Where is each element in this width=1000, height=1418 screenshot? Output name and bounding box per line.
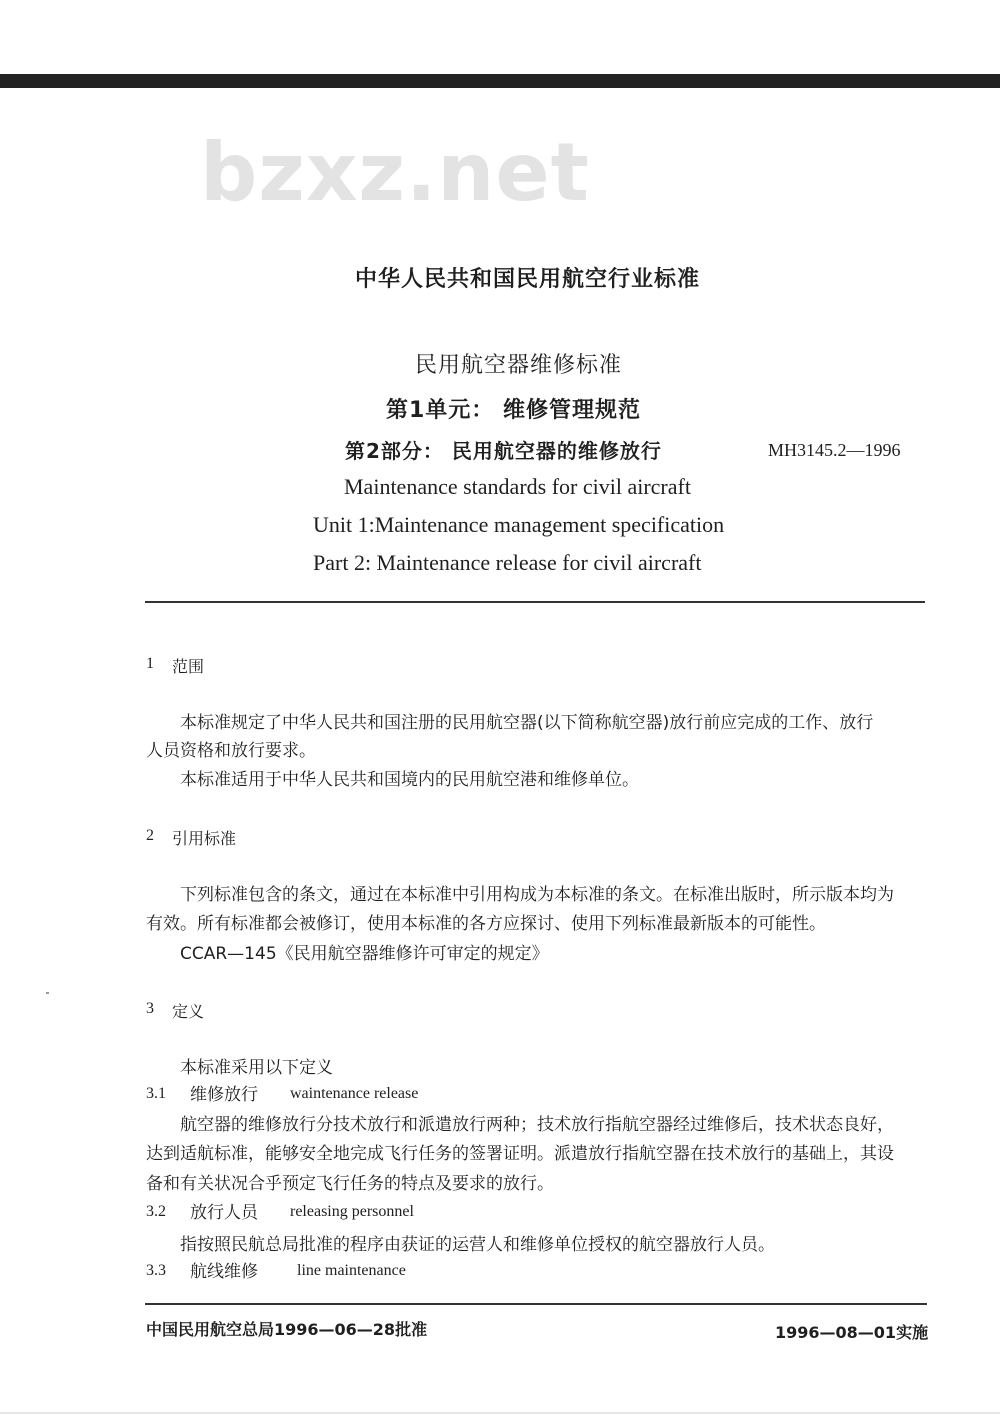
paragraph-line: 指按照民航总局批准的程序由获证的运营人和维修单位授权的航空器放行人员。: [180, 1235, 775, 1255]
definition-number: 3.3: [146, 1262, 166, 1279]
industry-standard-title: 中华人民共和国民用航空行业标准: [355, 267, 701, 292]
paragraph-line: 本标准适用于中华人民共和国境内的民用航空港和维修单位。: [180, 770, 639, 790]
section-number: 2: [146, 827, 154, 844]
definition-term: 维修放行: [190, 1085, 258, 1105]
paragraph-line: 达到适航标准，能够安全地完成飞行任务的签署证明。派遣放行指航空器在技术放行的基础上，其设: [146, 1144, 894, 1164]
english-unit-title: Unit 1:Maintenance management specification: [313, 512, 725, 537]
definition-number: 3.1: [146, 1085, 166, 1102]
unit-title: 第1单元： 维修管理规范: [386, 398, 641, 423]
section-heading: 范围: [172, 657, 205, 676]
effective-date: 1996—08—01实施: [775, 1323, 929, 1342]
paragraph-line: 人员资格和放行要求。: [146, 741, 316, 761]
english-part-title: Part 2: Maintenance release for civil aircraft: [313, 550, 702, 575]
paragraph-line: 航空器的维修放行分技术放行和派遣放行两种；技术放行指航空器经过维修后，技术状态良好，: [180, 1115, 894, 1135]
standard-title: 民用航空器维修标准: [415, 353, 623, 378]
definition-term: 放行人员: [190, 1203, 258, 1223]
scan-speck: [46, 992, 49, 994]
standard-number: MH3145.2—1996: [768, 440, 901, 460]
paragraph-line: 本标准采用以下定义: [180, 1058, 333, 1078]
paragraph-line: 有效。所有标准都会被修订，使用本标准的各方应探讨、使用下列标准最新版本的可能性。: [146, 914, 826, 934]
paragraph-line: 下列标准包含的条文，通过在本标准中引用构成为本标准的条文。在标准出版时，所示版本均为: [180, 885, 894, 905]
definition-number: 3.2: [146, 1203, 166, 1220]
section-heading: 引用标准: [172, 829, 237, 848]
header-divider: [145, 601, 925, 603]
section-number: 1: [146, 655, 154, 672]
definition-term-english: releasing personnel: [290, 1203, 414, 1220]
approval-date: 中国民用航空总局1996—06—28批准: [146, 1320, 428, 1339]
paragraph-line: 本标准规定了中华人民共和国注册的民用航空器(以下简称航空器)放行前应完成的工作、放行: [180, 713, 874, 733]
part-title: 第2部分： 民用航空器的维修放行: [345, 439, 662, 463]
footer-divider: [145, 1303, 927, 1305]
paragraph-line: 备和有关状况合乎预定飞行任务的特点及要求的放行。: [146, 1174, 554, 1194]
definition-term: 航线维修: [190, 1262, 258, 1282]
english-title: Maintenance standards for civil aircraft: [344, 474, 691, 499]
section-number: 3: [146, 1000, 154, 1017]
definition-term-english: waintenance release: [290, 1085, 419, 1102]
section-heading: 定义: [172, 1002, 205, 1021]
scan-speck: [0, 1412, 1000, 1414]
definition-term-english: line maintenance: [297, 1262, 406, 1279]
reference-standard: CCAR—145《民用航空器维修许可审定的规定》: [180, 944, 549, 964]
top-border-bar: [0, 74, 1000, 88]
watermark: bzxz.net: [200, 126, 590, 219]
